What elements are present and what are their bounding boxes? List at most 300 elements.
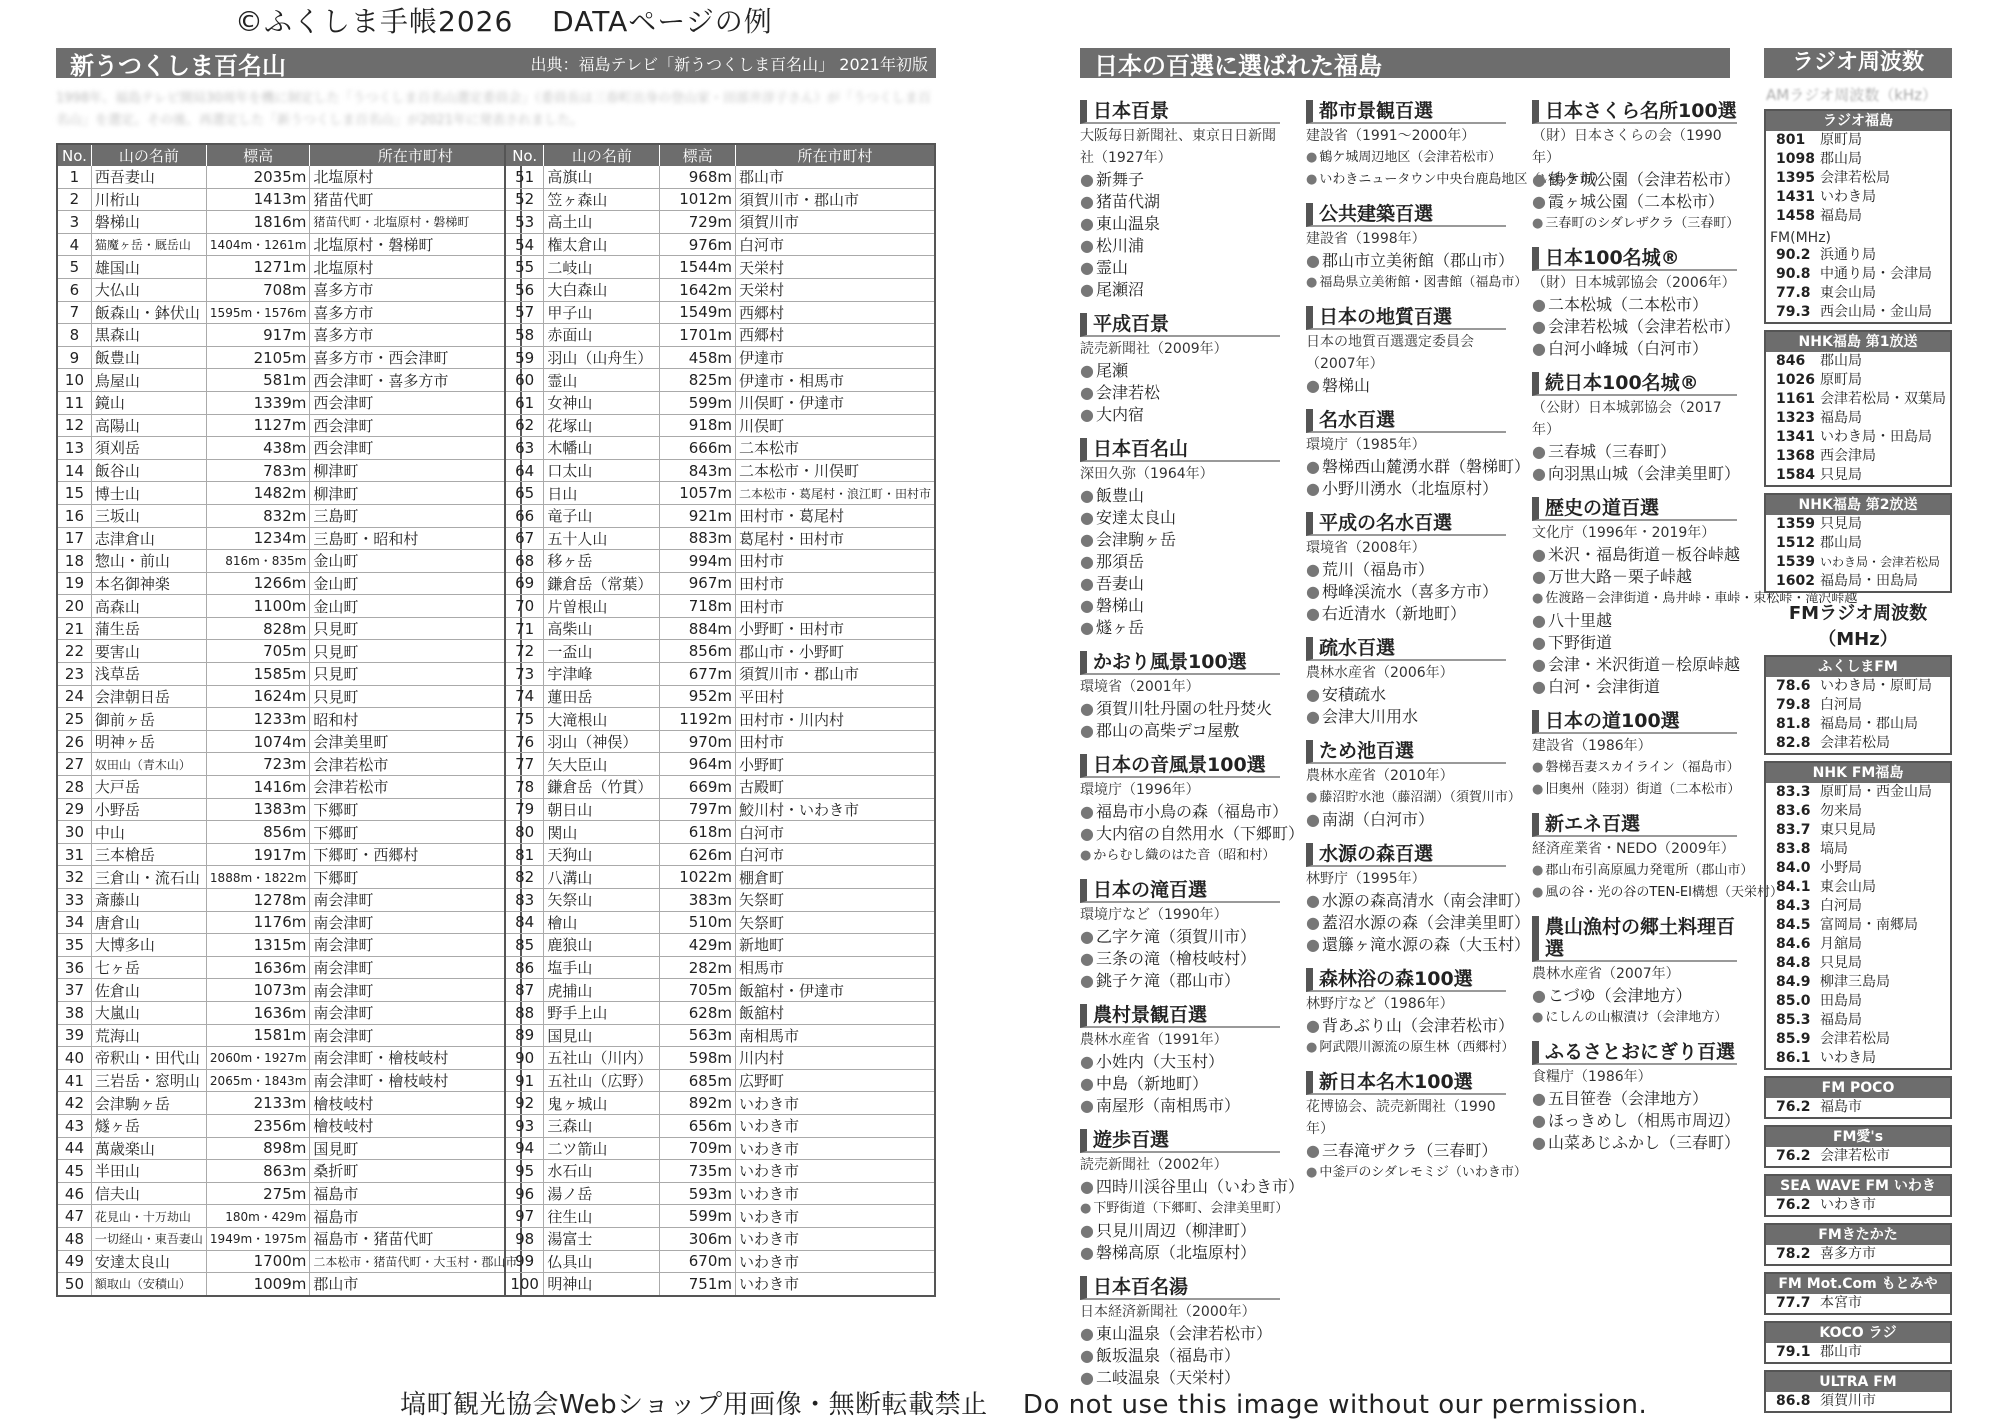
station-name: 富岡局・南郷局 (1820, 917, 1918, 933)
mountain-name: 小野岳 (91, 798, 206, 821)
station-name: 本宮市 (1820, 1295, 1862, 1311)
mountain-municipality: 小野町 (735, 753, 935, 776)
group-item: ● 磐梯高原（北塩原村） (1080, 1242, 1280, 1264)
mountain-name: 赤面山 (544, 324, 660, 347)
mountain-elevation: 1233m (206, 708, 309, 731)
hyakusen-group (1532, 372, 1740, 485)
radio-station-row (1766, 553, 1950, 572)
hyakusen-group (1306, 843, 1530, 956)
mountain-municipality: 西会津町・喜多方市 (310, 369, 522, 392)
group-publisher: 農林水産省（2007年） (1532, 966, 1680, 982)
col-elev: 標高 (206, 144, 309, 166)
table-row (505, 346, 935, 369)
frequency: 1395 (1776, 170, 1815, 186)
table-row (57, 459, 521, 482)
mountain-no: 81 (505, 843, 544, 866)
mountain-municipality: 下郷町 (310, 798, 522, 821)
mountain-municipality: 南会津町 (310, 911, 522, 934)
mountain-no: 63 (505, 437, 544, 460)
hyakusen-group (1080, 438, 1280, 639)
mountain-elevation: 723m (206, 753, 309, 776)
group-item: ● 向羽黒山城（会津美里町） (1532, 463, 1737, 485)
frequency: 84.3 (1776, 898, 1811, 914)
station-name: 西会山局・金山局 (1820, 304, 1932, 320)
mountain-name: 三森山 (544, 1114, 660, 1137)
station-name: 中通り局・会津局 (1820, 266, 1932, 282)
mountain-elevation: 669m (660, 776, 736, 799)
mountain-elevation: 1581m (206, 1024, 309, 1047)
group-item: ● 安積疏水 (1306, 684, 1506, 706)
radio-station-row (1766, 1294, 1950, 1313)
frequency: 1584 (1776, 467, 1815, 483)
col-elev: 標高 (660, 144, 736, 166)
mountain-elevation: 2356m (206, 1114, 309, 1137)
mountains-source: 出典：福島テレビ「新うつくしま百名山」 2021年初版 (530, 54, 928, 74)
mountain-municipality: 伊達市 (735, 346, 935, 369)
group-title: 日本百名湯 (1080, 1276, 1280, 1300)
mountain-municipality: 須賀川市 (735, 211, 935, 234)
hyakusen-group (1306, 512, 1506, 625)
frequency: 77.7 (1776, 1295, 1811, 1311)
mountain-name: 猫魔ヶ岳・厩岳山 (91, 233, 206, 256)
radio-station-row (1766, 878, 1950, 897)
mountain-no: 53 (505, 211, 544, 234)
group-item: ● 会津駒ヶ岳 (1080, 529, 1280, 551)
table-row (57, 550, 521, 573)
radio-box-ultra (1764, 1370, 1952, 1413)
mountain-no: 12 (57, 414, 91, 437)
mountain-no: 74 (505, 685, 544, 708)
table-row (505, 1001, 935, 1024)
mountain-municipality: 会津若松市 (310, 753, 522, 776)
mountain-elevation: 1642m (660, 278, 736, 301)
frequency: 78.6 (1776, 678, 1811, 694)
mountain-elevation: 306m (660, 1227, 736, 1250)
table-row (505, 391, 935, 414)
mountain-municipality: 只見町 (310, 640, 522, 663)
mountain-no: 68 (505, 550, 544, 573)
table-row (57, 1273, 521, 1296)
group-publisher: 食糧庁（1986年） (1532, 1069, 1652, 1085)
mountain-municipality: 柳津町 (310, 459, 522, 482)
footer-notice: 塙町観光協会Webショップ用画像・無断転載禁止 Do not use this image without our permission. (400, 1390, 1648, 1420)
mountain-no: 97 (505, 1205, 544, 1228)
mountain-no: 22 (57, 640, 91, 663)
mountain-municipality: 喜多方市 (310, 324, 522, 347)
mountain-name: 仏具山 (544, 1250, 660, 1273)
mountain-elevation: 1888m・1822m (206, 866, 309, 889)
group-item: ● 風の谷・光の谷のTEN-EI構想（天栄村） (1532, 882, 1737, 904)
station-name: 勿来局 (1820, 803, 1862, 819)
mountain-elevation: 863m (206, 1160, 309, 1183)
mountain-elevation: 816m・835m (206, 550, 309, 573)
group-item: ● 会津大川用水 (1306, 706, 1506, 728)
mountain-elevation: 2060m・1927m (206, 1047, 309, 1070)
mountain-name: 大白森山 (544, 278, 660, 301)
station-name: 福島局・郡山局 (1820, 716, 1918, 732)
table-row (505, 369, 935, 392)
group-item: ● 二本松城（二本松市） (1532, 294, 1737, 316)
radio-box-nhkfm (1764, 761, 1952, 1070)
frequency: 84.9 (1776, 974, 1811, 990)
mountain-name: 志津倉山 (91, 527, 206, 550)
table-row (57, 527, 521, 550)
mountain-elevation: 964m (660, 753, 736, 776)
mountain-municipality: 田村市 (735, 572, 935, 595)
group-publisher: 環境省（2001年） (1080, 679, 1200, 695)
mountain-name: 額取山（安積山） (91, 1273, 206, 1296)
mountain-no: 85 (505, 934, 544, 957)
mountain-no: 57 (505, 301, 544, 324)
mountain-municipality: 鮫川村・いわき市 (735, 798, 935, 821)
mountain-name: 移ヶ岳 (544, 550, 660, 573)
hyakusen-group (1080, 651, 1280, 742)
frequency: 78.2 (1776, 1246, 1811, 1262)
radio-station-row (1766, 859, 1950, 878)
mountain-no: 26 (57, 730, 91, 753)
radio-station-row (1766, 572, 1950, 591)
mountain-name: 惣山・前山 (91, 550, 206, 573)
station-name: いわき局・田島局 (1820, 429, 1932, 445)
hyakusen-group (1306, 968, 1515, 1059)
group-publisher: 環境庁など（1990年） (1080, 907, 1228, 923)
station-name: 田島局 (1820, 993, 1862, 1009)
group-item: ● 安達太良山 (1080, 507, 1280, 529)
group-publisher: 日本経済新聞社（2000年） (1080, 1304, 1256, 1320)
group-item: ● 三春町のシダレザクラ（三春町） (1532, 213, 1737, 235)
table-row (57, 934, 521, 957)
table-row (505, 776, 935, 799)
mountain-elevation: 708m (206, 278, 309, 301)
hyakusen-group (1306, 637, 1506, 728)
hyakusen-group (1532, 813, 1783, 904)
group-item: ● 会津若松 (1080, 382, 1280, 404)
mountain-no: 35 (57, 934, 91, 957)
mountain-name: 高旗山 (544, 166, 660, 188)
mountain-elevation: 666m (660, 437, 736, 460)
mountain-name: 矢大臣山 (544, 753, 660, 776)
station-name: 只見局 (1820, 955, 1862, 971)
mountain-no: 5 (57, 256, 91, 279)
table-row (505, 1114, 935, 1137)
table-row (57, 1205, 521, 1228)
group-title: 水源の森百選 (1306, 843, 1506, 867)
mountain-no: 67 (505, 527, 544, 550)
mountain-municipality: 田村市・川内村 (735, 708, 935, 731)
group-title: 平成百景 (1080, 313, 1280, 337)
mountain-municipality: 金山町 (310, 595, 522, 618)
mountain-name: 竜子山 (544, 504, 660, 527)
mountain-municipality: 猪苗代町 (310, 188, 522, 211)
mountain-municipality: 南会津町 (310, 934, 522, 957)
mountain-name: 蓮田岳 (544, 685, 660, 708)
hyakusen-group (1080, 1129, 1304, 1264)
mountain-municipality: 西郷村 (735, 301, 935, 324)
table-row (57, 776, 521, 799)
mountain-municipality: 福島市・猪苗代町 (310, 1227, 522, 1250)
mountain-elevation: 1701m (660, 324, 736, 347)
table-row (505, 211, 935, 234)
frequency: 79.8 (1776, 697, 1811, 713)
radio-station-row (1766, 303, 1950, 322)
mountain-municipality: 田村市 (735, 595, 935, 618)
table-row (57, 708, 521, 731)
radio-station-row (1766, 188, 1950, 207)
mountain-municipality: 西会津町 (310, 414, 522, 437)
mountain-name: 羽山（神俣） (544, 730, 660, 753)
frequency: 1341 (1776, 429, 1815, 445)
mountain-elevation: 918m (660, 414, 736, 437)
radio-station-row (1766, 150, 1950, 169)
mountain-municipality: 南相馬市 (735, 1024, 935, 1047)
mountain-name: 五社山（広野） (544, 1069, 660, 1092)
mountain-name: 日山 (544, 482, 660, 505)
mountain-municipality: 福島市 (310, 1205, 522, 1228)
mountain-municipality: 三島町 (310, 504, 522, 527)
mountain-name: 高陽山 (91, 414, 206, 437)
mountain-no: 71 (505, 617, 544, 640)
mountain-elevation: 599m (660, 1205, 736, 1228)
group-publisher: 林野庁など（1986年） (1306, 996, 1454, 1012)
table-row (505, 1182, 935, 1205)
hyakusen-column-1 (1080, 100, 1304, 1401)
mountain-name: 鹿狼山 (544, 934, 660, 957)
group-item: ● 藤沼貯水池（藤沼湖）（須賀川市） (1306, 787, 1506, 809)
hyakusen-group (1532, 247, 1740, 360)
radio-box-title: FM愛's (1766, 1127, 1950, 1147)
mountain-no: 52 (505, 188, 544, 211)
mountain-municipality: 只見町 (310, 685, 522, 708)
mountain-municipality: 天栄村 (735, 278, 935, 301)
mountain-municipality: いわき市 (735, 1250, 935, 1273)
mountain-no: 59 (505, 346, 544, 369)
group-item: ● 会津若松城（会津若松市） (1532, 316, 1737, 338)
radio-station-row (1766, 973, 1950, 992)
mountain-name: 関山 (544, 821, 660, 844)
mountain-name: 中山 (91, 821, 206, 844)
mountain-no: 13 (57, 437, 91, 460)
table-row (57, 301, 521, 324)
mountain-municipality: 田村市・葛尾村 (735, 504, 935, 527)
mountain-no: 51 (505, 166, 544, 188)
hyakusen-group (1532, 710, 1741, 801)
mountain-municipality: 須賀川市・郡山市 (735, 663, 935, 686)
mountain-name: 博士山 (91, 482, 206, 505)
radio-box-title: NHK福島 第2放送 (1766, 495, 1950, 515)
mountain-elevation: 1549m (660, 301, 736, 324)
table-row (505, 188, 935, 211)
mountain-name: 西吾妻山 (91, 166, 206, 188)
mountain-no: 99 (505, 1250, 544, 1273)
table-row (57, 166, 521, 188)
table-row (57, 414, 521, 437)
mountain-no: 91 (505, 1069, 544, 1092)
group-item: ● ほっきめし（相馬市周辺） (1532, 1110, 1737, 1132)
table-row (505, 821, 935, 844)
mountain-no: 28 (57, 776, 91, 799)
mountain-elevation: 1266m (206, 572, 309, 595)
mountain-municipality: いわき市 (735, 1160, 935, 1183)
group-publisher: （公財）日本城郭協会（2017年） (1532, 400, 1722, 438)
mountain-name: 帝釈山・田代山 (91, 1047, 206, 1070)
group-item: ● 会津・米沢街道－桧原峠越 (1532, 654, 1737, 676)
group-item: ● 只見川周辺（柳津町） (1080, 1220, 1280, 1242)
hyakusen-group (1080, 313, 1280, 426)
mountain-municipality: 伊達市・相馬市 (735, 369, 935, 392)
mountain-no: 61 (505, 391, 544, 414)
station-name: 会津若松局 (1820, 735, 1890, 751)
mountain-no: 82 (505, 866, 544, 889)
mountain-name: 大滝根山 (544, 708, 660, 731)
radio-station-row (1766, 1011, 1950, 1030)
hyakusen-group (1080, 879, 1280, 992)
mountain-no: 66 (505, 504, 544, 527)
station-name: 只見局 (1820, 467, 1862, 483)
group-title: 都市景観百選 (1306, 100, 1506, 124)
mountain-municipality: 矢祭町 (735, 911, 935, 934)
mountain-elevation: 921m (660, 504, 736, 527)
mountain-no: 34 (57, 911, 91, 934)
mountain-no: 23 (57, 663, 91, 686)
mountain-elevation: 825m (660, 369, 736, 392)
frequency: 79.3 (1776, 304, 1811, 320)
mountain-no: 43 (57, 1114, 91, 1137)
mountain-no: 76 (505, 730, 544, 753)
mountain-name: 飯森山・鉢伏山 (91, 301, 206, 324)
radio-box-seawave (1764, 1174, 1952, 1217)
mountain-municipality: 北塩原村 (310, 166, 522, 188)
table-row (505, 301, 935, 324)
mountain-no: 55 (505, 256, 544, 279)
mountain-elevation: 1482m (206, 482, 309, 505)
group-item: ● 背あぶり山（会津若松市） (1306, 1015, 1506, 1037)
mountain-name: 信夫山 (91, 1182, 206, 1205)
station-name: 東会山局 (1820, 285, 1876, 301)
mountain-elevation: 1278m (206, 889, 309, 912)
radio-box-motomiya (1764, 1272, 1952, 1315)
mountain-elevation: 970m (660, 730, 736, 753)
station-name: いわき局・会津若松局 (1820, 555, 1941, 569)
group-item: ● 米沢・福島街道－板谷峠越 (1532, 544, 1737, 566)
radio-box-nhk2 (1764, 493, 1952, 593)
mountain-no: 60 (505, 369, 544, 392)
mountain-elevation: 180m・429m (206, 1205, 309, 1228)
mountain-municipality: いわき市 (735, 1227, 935, 1250)
mountain-municipality: 会津美里町 (310, 730, 522, 753)
group-item: ● 大内宿の自然用水（下郷町） (1080, 823, 1280, 845)
mountain-name: 磐梯山 (91, 211, 206, 234)
radio-box-ai (1764, 1125, 1952, 1168)
mountain-municipality: 郡山市 (310, 1273, 522, 1296)
mountain-name: 塩手山 (544, 956, 660, 979)
group-item: ● 二岐温泉（天栄村） (1080, 1367, 1280, 1389)
mountain-elevation: 628m (660, 1001, 736, 1024)
frequency: 90.8 (1776, 266, 1811, 282)
mountain-municipality: 南会津町 (310, 956, 522, 979)
mountain-municipality: 只見町 (310, 663, 522, 686)
mountain-elevation: 2035m (206, 166, 309, 188)
mountain-municipality: 二本松市・猪苗代町・大玉村・郡山市 (310, 1250, 522, 1273)
group-item: ● 大内宿 (1080, 404, 1280, 426)
table-row (57, 1024, 521, 1047)
group-item: ● 飯豊山 (1080, 485, 1280, 507)
mountain-name: 鳥屋山 (91, 369, 206, 392)
mountain-name: 安達太良山 (91, 1250, 206, 1273)
group-item: ● 銚子ケ滝（郡山市） (1080, 970, 1280, 992)
station-name: 福島局 (1820, 208, 1862, 224)
mountain-municipality: 相馬市 (735, 956, 935, 979)
table-row (57, 437, 521, 460)
mountain-no: 47 (57, 1205, 91, 1228)
mountain-no: 9 (57, 346, 91, 369)
group-item: ● 鶴ケ城周辺地区（会津若松市） (1306, 147, 1506, 169)
mountain-elevation: 917m (206, 324, 309, 347)
radio-station-row (1766, 534, 1950, 553)
mountain-elevation: 1073m (206, 979, 309, 1002)
group-title: 遊歩百選 (1080, 1129, 1280, 1153)
mountain-municipality: 南会津町 (310, 979, 522, 1002)
group-item: ● 尾瀬沼 (1080, 279, 1280, 301)
fm-section-title: FMラジオ周波数（MHz） (1788, 603, 1928, 650)
mountain-name: 本名御神楽 (91, 572, 206, 595)
table-row (505, 1160, 935, 1183)
mountain-no: 48 (57, 1227, 91, 1250)
table-row (505, 233, 935, 256)
mountain-no: 29 (57, 798, 91, 821)
mountain-name: 鬼ヶ城山 (544, 1092, 660, 1115)
mountain-municipality: 桑折町 (310, 1160, 522, 1183)
mountain-name: 御前ヶ岳 (91, 708, 206, 731)
group-item: ● 南湖（白河市） (1306, 809, 1506, 831)
group-publisher: 大阪毎日新聞社、東京日日新聞社（1927年） (1080, 128, 1276, 166)
mountain-municipality: 川俣町 (735, 414, 935, 437)
mountain-municipality: いわき市 (735, 1092, 935, 1115)
radio-station-row (1766, 1343, 1950, 1362)
group-item: ● 栂峰渓流水（喜多方市） (1306, 581, 1506, 603)
group-title: 日本の道100選 (1532, 710, 1737, 734)
mountain-elevation: 1234m (206, 527, 309, 550)
mountain-name: 笠ヶ森山 (544, 188, 660, 211)
table-row (57, 753, 521, 776)
station-name: 原町局 (1820, 372, 1862, 388)
table-row (505, 504, 935, 527)
hyakusen-group (1532, 1041, 1740, 1154)
station-name: 浜通り局 (1820, 247, 1876, 263)
mountain-no: 98 (505, 1227, 544, 1250)
mountain-name: 明神山 (544, 1273, 660, 1296)
group-publisher: 読売新聞社（2009年） (1080, 341, 1228, 357)
group-item: ● にしんの山椒漬け（会津地方） (1532, 1007, 1737, 1029)
frequency: 1359 (1776, 516, 1815, 532)
mountain-name: 湯ノ岳 (544, 1182, 660, 1205)
frequency: 846 (1776, 353, 1806, 369)
group-publisher: 建設省（1991～2000年） (1306, 128, 1476, 144)
mountain-name: 花塚山 (544, 414, 660, 437)
mountain-name: 八溝山 (544, 866, 660, 889)
mountain-elevation: 843m (660, 459, 736, 482)
mountain-name: 飯豊山 (91, 346, 206, 369)
mountain-name: 黒森山 (91, 324, 206, 347)
group-item: ● 五目笹巻（会津地方） (1532, 1088, 1737, 1110)
group-item: ● こづゆ（会津地方） (1532, 985, 1737, 1007)
mountain-municipality: 小野町・田村市 (735, 617, 935, 640)
table-row (57, 1047, 521, 1070)
table-row (57, 1137, 521, 1160)
mountain-municipality: 只見町 (310, 617, 522, 640)
mountain-municipality: 猪苗代町・北塩原村・磐梯町 (310, 211, 522, 234)
group-item: ● 右近清水（新地町） (1306, 603, 1506, 625)
radio-box-title: FM POCO (1766, 1078, 1950, 1098)
